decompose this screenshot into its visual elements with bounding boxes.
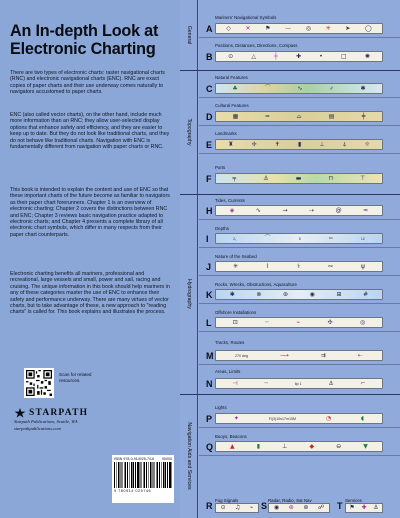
symbol-strip-t — [345, 503, 383, 513]
radar-reflector-icon: ◉ — [273, 504, 280, 511]
isbn-line — [114, 457, 172, 461]
qr-code-icon — [26, 370, 52, 396]
row-letter-p: P — [206, 414, 213, 424]
symbol-strip-r — [215, 503, 259, 513]
recommended-track-icon: ⇠ — [357, 351, 363, 359]
green-light-icon: ◖ — [360, 414, 365, 422]
seaweed-icon: ⚕ — [296, 262, 301, 270]
row-caption-m: Tracks, Routes — [215, 340, 245, 345]
restricted-area-icon: ⊣ — [232, 379, 238, 387]
symbol-strip-a — [215, 23, 383, 34]
left-column — [0, 0, 178, 518]
symbol-strip-e — [215, 139, 383, 150]
rips-icon: ≈ — [363, 206, 369, 214]
depth-sounding-icon: 2₁ — [233, 236, 237, 241]
dredged-area-icon: ┅ — [329, 234, 333, 242]
seabed-icon: ∾ — [328, 262, 334, 270]
radio-station-icon: ⊛ — [303, 504, 309, 511]
symbol-strip-i — [215, 233, 383, 244]
dot-icon: • — [319, 52, 323, 60]
section-hydrography — [181, 194, 198, 394]
hill-icon: ⌒ — [264, 84, 271, 92]
publisher-name: STARPATH — [29, 408, 89, 418]
symbol-strip-s — [268, 503, 330, 513]
mast-icon: ⊥ — [319, 140, 325, 148]
row-divider — [199, 364, 400, 365]
row-divider — [199, 37, 400, 38]
symbol-strip-l — [215, 317, 383, 328]
sand-wave-icon: ⌇ — [265, 262, 269, 270]
row-caption-c: Natural Features — [215, 75, 248, 80]
diamond-icon: ◇ — [226, 24, 231, 32]
area-label: 6p 1 — [294, 381, 302, 386]
row-caption-l: Offshore Installations — [215, 310, 257, 315]
breakwater-icon: ▬ — [295, 174, 302, 182]
qr-code[interactable] — [24, 368, 54, 398]
isbn-barcode — [112, 455, 174, 503]
row-divider — [199, 219, 400, 220]
row-caption-r: Fog Signals — [215, 498, 239, 503]
row-letter-l: L — [206, 318, 212, 328]
symbol-strip-n — [215, 378, 383, 389]
row-letter-r: R — [206, 501, 213, 511]
section-divider — [180, 394, 400, 395]
row-letter-c: C — [206, 84, 213, 94]
cross-icon: ✕ — [245, 24, 251, 32]
anchor-icon: ⚓ — [263, 174, 269, 182]
sun-icon: ☼ — [364, 140, 370, 148]
danger-icon: ◉ — [309, 290, 315, 298]
anchorage-icon: ⚓ — [328, 379, 334, 387]
row-divider — [199, 97, 400, 98]
pillar-buoy-icon: ▼ — [363, 442, 368, 450]
symbol-strip-m — [215, 350, 383, 361]
price-code: 90000 — [162, 457, 172, 461]
cable-icon: ⌁ — [296, 318, 300, 326]
publisher-block — [14, 408, 164, 432]
row-letter-j: J — [206, 262, 212, 272]
row-caption-f: Ports — [215, 165, 226, 170]
star-icon — [14, 408, 26, 418]
mooring-buoy-icon: ⊖ — [336, 442, 342, 450]
section-topography — [181, 70, 198, 194]
symbol-strip-p — [215, 413, 383, 424]
section-label: Topography — [186, 118, 192, 146]
road-icon: ═ — [265, 112, 270, 120]
seabed-rock-icon: ✳ — [232, 262, 238, 270]
row-caption-j: Nature of the Seabed — [215, 254, 257, 259]
wreck-icon: ⊗ — [256, 290, 262, 298]
rock-icon: ✱ — [360, 84, 366, 92]
row-caption-k: Rocks, Wrecks, Obstructions, Aquaculture — [215, 282, 297, 287]
row-letter-q: Q — [206, 442, 214, 452]
section-label: Navigation Aids and Services — [186, 422, 192, 490]
row-caption-t: Services — [345, 498, 362, 503]
row-caption-d: Cultural Features — [215, 103, 249, 108]
compass-rose-icon: ✺ — [364, 52, 370, 60]
symbol-strip-q — [215, 441, 383, 452]
symbol-strip-k — [215, 289, 383, 300]
section-divider — [180, 194, 400, 195]
beacon-icon: ⊥ — [282, 442, 288, 450]
foul-icon: # — [363, 290, 369, 298]
symbol-strip-j — [215, 261, 383, 272]
siren-icon: ⌁ — [249, 504, 254, 511]
light-flare-icon: ✦ — [233, 414, 239, 422]
target-icon: ◎ — [305, 24, 312, 32]
barcode-number: 9 780914 025746 — [114, 489, 152, 493]
paragraph-3: This book is intended to explain the content and use of ENC so that these important charts of the future become as familiar to navigators as their paper chart forerunners. Chapter 1 is an overview of electronic charting; Chapter 2 covers the distinctions between RNC and ENC; Chapter 3 reviews basic navigation practice adapted to electronic charts; and Chapter 4 presents a complete library of all electronic chart symbols, which differ in many respects from their paper chart counterparts. — [10, 187, 170, 238]
ship-icon: ➤ — [345, 24, 351, 32]
pilot-icon: ⚑ — [349, 504, 355, 511]
bell-icon: ♫ — [235, 504, 241, 511]
depth-contour-icon: ⌒ — [264, 234, 271, 242]
row-letter-h: H — [206, 206, 213, 216]
spring-icon: ψ — [361, 262, 365, 270]
symbol-strip-f — [215, 173, 383, 184]
row-caption-a: Mariners' Navigational Symbols — [215, 15, 277, 20]
dock-icon: ⊓ — [328, 174, 334, 182]
row-caption-h: Tides, Currents — [215, 198, 245, 203]
row-caption-s: Radar, Radio, Sat Nav — [268, 498, 312, 503]
row-divider — [199, 455, 400, 456]
row-letter-i: I — [206, 234, 209, 244]
rock-awash-icon: ✱ — [229, 290, 235, 298]
fog-horn-icon: ⊙ — [220, 504, 226, 511]
limit-line-icon: ┄ — [264, 379, 268, 387]
platform-icon: ⊡ — [232, 318, 238, 326]
row-letter-b: B — [206, 52, 213, 62]
pipeline-icon: ┈ — [265, 318, 269, 326]
crane-icon: ⊤ — [360, 174, 366, 182]
row-divider — [199, 303, 400, 304]
row-divider — [199, 247, 400, 248]
rescue-station-icon: ✚ — [361, 504, 367, 511]
row-divider — [199, 153, 400, 154]
symbol-strip-h — [215, 205, 383, 216]
row-letter-n: N — [206, 379, 213, 389]
section-label: Hydrography — [186, 279, 192, 309]
fish-trap-icon: ⊞ — [336, 290, 342, 298]
spar-buoy-icon: ◆ — [309, 442, 315, 450]
light-characteristic: Fl(3)10s17m15M — [268, 416, 296, 421]
row-letter-e: E — [206, 140, 213, 150]
row-letter-a: A — [206, 24, 213, 34]
section-label: General — [186, 25, 192, 45]
racon-icon: ⊚ — [288, 504, 294, 511]
nun-buoy-icon: ▮ — [256, 442, 261, 450]
compass-icon: ✚ — [295, 52, 302, 60]
barcode-bars — [114, 462, 172, 488]
dash-icon: — — [285, 24, 292, 32]
tree-icon: ♣ — [232, 84, 238, 92]
obstruction-icon: ⊛ — [283, 290, 289, 298]
row-caption-i: Depths — [215, 226, 229, 231]
windmill-icon: ✢ — [251, 140, 257, 148]
mooring-icon: ◎ — [359, 318, 366, 326]
town-icon: ▤ — [328, 112, 335, 120]
symbol-strip-c — [215, 83, 383, 94]
section-navigation-aids — [181, 394, 198, 518]
row-letter-d: D — [206, 112, 213, 122]
row-caption-p: Lights — [215, 405, 227, 410]
circle-icon: ◯ — [364, 24, 372, 32]
route-arrow-icon: ⟶ — [280, 351, 289, 359]
row-letter-t: T — [337, 501, 343, 511]
row-letter-s: S — [261, 501, 268, 511]
monument-icon: ⍋ — [342, 140, 347, 148]
row-letter-k: K — [206, 290, 213, 300]
eddy-icon: @ — [335, 206, 342, 214]
row-letter-m: M — [206, 351, 214, 361]
symbol-strip-d — [215, 111, 383, 122]
line-icon: ┼ — [274, 52, 278, 60]
section-divider — [180, 70, 400, 71]
row-divider — [199, 125, 400, 126]
qr-caption: Scan for related resources. — [59, 372, 92, 383]
building-icon: ▦ — [232, 112, 239, 120]
track-label: 270 deg — [235, 353, 249, 358]
section-general — [181, 0, 198, 70]
position-icon: ⊙ — [228, 52, 234, 60]
flag-icon: ⚑ — [265, 24, 271, 32]
wind-turbine-icon: ✣ — [327, 318, 333, 326]
can-buoy-icon: ▲ — [230, 442, 235, 450]
coast-icon: ∿ — [297, 84, 303, 92]
paragraph-4: Electronic charting benefits all mariners, professional and recreational, large vessels and small, power and sail, racing and cruising. The unique information in this book should help mariners in any of these categories master the use of ENC to enhance their safety and performance underway. There are many virtues of vector charts, but to take advantage of these, a new approach to "reading charts" is called for. This book explains and illustrates the process. — [10, 271, 170, 316]
harbor-master-icon: ⚓ — [373, 504, 379, 511]
row-letter-f: F — [206, 174, 212, 184]
publisher-city: Starpath Publications, Seattle, WA — [14, 419, 78, 424]
symbol-strip-b — [215, 51, 383, 62]
book-title: An In-depth Look at Electronic Charting — [10, 22, 159, 58]
publisher-logo — [14, 408, 164, 418]
row-divider — [199, 275, 400, 276]
row-caption-e: Landmarks — [215, 131, 237, 136]
paragraph-2: ENC (also called vector charts), on the other hand, include much more information than an RNC; they allow user-selected display options that enhance safety and efficiency, and they are easier to keep up to date. But they do not look like traditional charts, and they do not behave like traditional charts. Navigation with ENC is fundamentally different from navigation with paper charts or RNC. — [10, 112, 170, 151]
triangle-icon: △ — [251, 52, 256, 60]
square-icon: □ — [340, 52, 347, 60]
tide-diamond-icon: ◈ — [229, 206, 235, 214]
row-caption-b: Positions, Distances, Directions, Compass — [215, 43, 298, 48]
boundary-icon: ⌐ — [360, 379, 366, 387]
chimney-icon: ▮ — [297, 140, 302, 148]
wave-icon: ∿ — [255, 206, 261, 214]
publisher-url[interactable]: starpathpublications.com — [14, 426, 61, 431]
row-divider — [199, 427, 400, 428]
row-caption-n: Areas, Limits — [215, 369, 241, 374]
depth-sounding-icon: 5 — [298, 236, 301, 241]
star-marker-icon: ✳ — [325, 24, 331, 32]
railway-icon: ╪ — [361, 112, 366, 120]
paragraph-1: There are two types of electronic charts: raster navigational charts (RNC) and electronic navigational charts (ENC). RNC are exact copies of paper charts and their use underway comes naturally to navigators accustomed to paper charts. — [10, 70, 165, 96]
traffic-lane-icon: ⇉ — [320, 351, 326, 359]
ebb-arrow-icon: ⇢ — [309, 206, 315, 214]
row-caption-q: Buoys, Beacons — [215, 434, 247, 439]
isbn-text: ISBN 978-0-914025-74-6 — [114, 457, 155, 461]
tower-icon: ♜ — [228, 140, 234, 148]
light-sector-icon: ◔ — [325, 414, 332, 422]
bridge-icon: ⌓ — [296, 112, 302, 120]
current-arrow-icon: → — [282, 206, 288, 214]
pier-icon: ╤ — [232, 174, 237, 182]
row-divider — [199, 331, 400, 332]
sat-nav-icon: ☍ — [318, 504, 325, 511]
church-icon: ✝ — [274, 140, 280, 148]
marsh-icon: ⸙ — [329, 84, 334, 92]
depth-sounding-icon: 12 — [360, 236, 365, 241]
